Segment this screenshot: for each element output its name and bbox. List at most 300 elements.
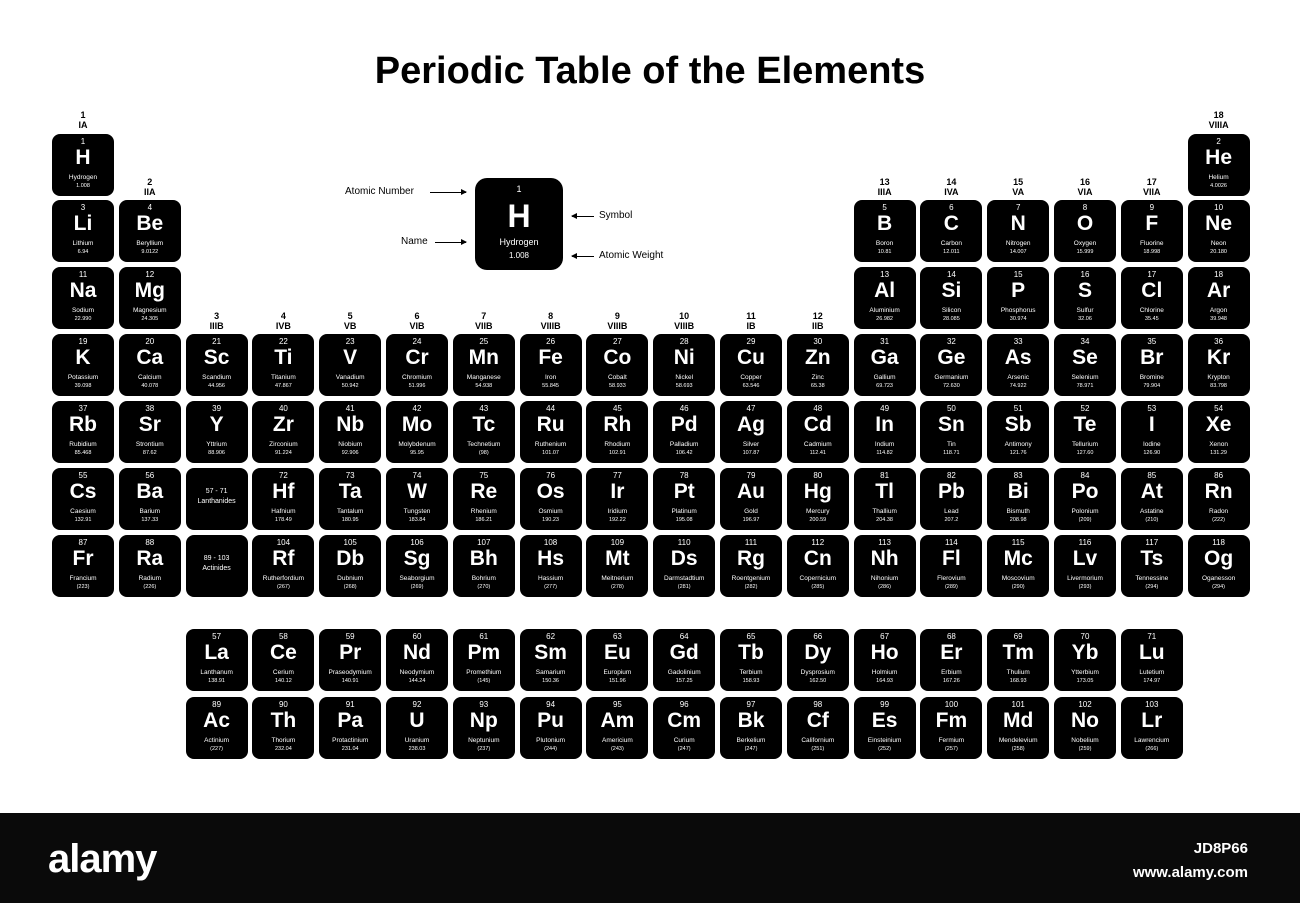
element-name: Antimony — [1004, 441, 1032, 448]
element-tile — [1188, 267, 1250, 329]
element-symbol: Cu — [737, 346, 765, 369]
element-symbol: Zn — [804, 346, 831, 369]
group-number: 14 — [946, 177, 957, 187]
element-tile — [854, 535, 916, 597]
atomic-weight: (244) — [544, 746, 558, 752]
atomic-weight: (258) — [1011, 746, 1025, 752]
element-symbol: Al — [874, 279, 896, 302]
element-name: Thulium — [1006, 669, 1030, 676]
atomic-number: 88 — [145, 538, 155, 547]
atomic-number: 77 — [612, 471, 622, 480]
element-tile — [720, 334, 782, 396]
atomic-weight: 55.845 — [542, 383, 559, 389]
atomic-weight: 238.03 — [408, 746, 426, 752]
atomic-number: 13 — [880, 270, 890, 279]
element-tile — [386, 468, 448, 530]
atomic-number: 53 — [1147, 404, 1157, 413]
group-number: 8 — [548, 311, 554, 321]
atomic-weight: 44.956 — [208, 383, 225, 389]
atomic-number: 17 — [1147, 270, 1157, 279]
footer-logo: alamy — [48, 837, 157, 881]
element-tile — [453, 629, 515, 691]
element-symbol: Ni — [673, 346, 695, 369]
group-roman: VIIIB — [607, 321, 628, 331]
atomic-weight: 39.948 — [1210, 316, 1227, 322]
element-symbol: Y — [209, 413, 224, 436]
element-symbol: Rg — [737, 547, 765, 570]
arrow-right-icon — [430, 192, 466, 193]
element-symbol: Bh — [469, 547, 498, 570]
atomic-weight: 18.998 — [1143, 249, 1161, 255]
atomic-number: 12 — [145, 270, 155, 279]
element-tile — [854, 697, 916, 759]
element-symbol: Au — [737, 480, 765, 503]
atomic-weight: 157.25 — [675, 678, 693, 684]
atomic-weight: 118.71 — [943, 450, 960, 456]
element-tile — [1121, 334, 1183, 396]
element-name: Ruthenium — [534, 441, 567, 448]
atomic-number: 49 — [880, 404, 890, 413]
element-tile — [520, 629, 582, 691]
atomic-number: 68 — [946, 632, 956, 641]
group-roman: VIIB — [475, 321, 493, 331]
element-symbol: Eu — [603, 641, 631, 664]
element-symbol: Te — [1073, 413, 1097, 436]
element-symbol: Nd — [403, 641, 431, 664]
atomic-number: 47 — [746, 404, 756, 413]
element-name: Vanadium — [335, 374, 365, 381]
atomic-number: 95 — [612, 700, 622, 709]
element-tile — [52, 401, 114, 463]
element-symbol: Am — [600, 709, 635, 732]
element-tile — [520, 401, 582, 463]
atomic-weight: 78.971 — [1076, 383, 1094, 389]
element-name: Bohrium — [471, 575, 496, 582]
atomic-weight: 107.87 — [742, 450, 760, 456]
atomic-number: 43 — [479, 404, 489, 413]
element-tile — [653, 401, 715, 463]
atomic-number: 27 — [612, 337, 622, 346]
atomic-number: 58 — [278, 632, 288, 641]
element-tile — [653, 629, 715, 691]
element-symbol: V — [343, 346, 358, 369]
atomic-weight: 54.938 — [475, 383, 493, 389]
group-number: 5 — [347, 311, 353, 321]
group-number: 9 — [614, 311, 620, 321]
element-tile — [186, 401, 248, 463]
atomic-number: 52 — [1080, 404, 1090, 413]
group-roman: VB — [343, 321, 357, 331]
atomic-number: 69 — [1013, 632, 1023, 641]
element-tile — [586, 697, 648, 759]
element-symbol: Pr — [339, 641, 362, 664]
atomic-number: 41 — [345, 404, 355, 413]
arrow-left-icon — [572, 256, 594, 257]
element-tile — [119, 200, 181, 262]
element-tile — [252, 535, 314, 597]
element-tile — [453, 535, 515, 597]
atomic-number: 46 — [679, 404, 689, 413]
element-symbol: Ne — [1205, 212, 1233, 235]
element-name: Hydrogen — [68, 174, 98, 181]
atomic-number: 22 — [278, 337, 288, 346]
element-tile — [920, 697, 982, 759]
atomic-weight: 1.008 — [76, 183, 90, 189]
element-name: Phosphorus — [1000, 307, 1036, 314]
element-name: Fluorine — [1140, 240, 1164, 247]
element-symbol: At — [1140, 480, 1163, 503]
atomic-number: 97 — [746, 700, 756, 709]
element-symbol: Ag — [737, 413, 765, 436]
element-symbol: Hg — [803, 480, 832, 503]
atomic-weight: (247) — [744, 746, 758, 752]
atomic-number: 104 — [276, 538, 291, 547]
series-label: Lanthanides — [197, 498, 236, 505]
element-symbol: Ta — [338, 480, 362, 503]
element-tile — [987, 468, 1049, 530]
element-tile — [1054, 535, 1116, 597]
element-tile — [1121, 535, 1183, 597]
element-name: Tin — [946, 441, 956, 448]
element-name: Flerovium — [937, 575, 966, 582]
atomic-number: 54 — [1214, 404, 1224, 413]
element-name: Helium — [1208, 174, 1229, 181]
element-tile — [1121, 267, 1183, 329]
element-tile — [1188, 134, 1250, 196]
group-number: 2 — [147, 177, 153, 187]
element-symbol: Zr — [272, 413, 294, 436]
element-name: Gallium — [873, 374, 896, 381]
group-number: 3 — [214, 311, 220, 321]
atomic-number: 105 — [343, 538, 357, 547]
group-header — [263, 311, 303, 331]
series-placeholder-tile — [186, 535, 248, 597]
element-symbol: Ar — [1206, 279, 1231, 302]
atomic-number: 40 — [278, 404, 288, 413]
group-header — [397, 311, 437, 331]
element-tile — [52, 134, 114, 196]
atomic-weight: 9.0122 — [141, 249, 159, 255]
element-name: Gold — [744, 508, 758, 515]
element-symbol: No — [1071, 709, 1099, 732]
atomic-number: 99 — [880, 700, 890, 709]
element-tile — [1121, 468, 1183, 530]
group-number: 6 — [414, 311, 420, 321]
atomic-weight: (294) — [1145, 584, 1159, 590]
element-tile — [653, 468, 715, 530]
atomic-number: 30 — [813, 337, 823, 346]
element-symbol: Se — [1072, 346, 1098, 369]
group-header — [664, 311, 704, 331]
atomic-weight: (277) — [544, 584, 558, 590]
atomic-weight: 167.26 — [942, 678, 960, 684]
atomic-number: 26 — [546, 337, 556, 346]
element-name: Gadolinium — [667, 669, 701, 676]
element-name: Rhenium — [470, 508, 497, 515]
element-name: Indium — [874, 441, 895, 448]
group-roman: IIA — [144, 187, 156, 197]
element-symbol: Cl — [1141, 279, 1163, 302]
element-symbol: H — [75, 146, 91, 169]
atomic-weight: (282) — [744, 584, 758, 590]
atomic-weight: (145) — [477, 678, 491, 684]
atomic-weight: (98) — [478, 450, 489, 456]
atomic-number: 91 — [345, 700, 355, 709]
atomic-number: 29 — [746, 337, 756, 346]
element-symbol: In — [875, 413, 894, 436]
element-name: Copernicium — [799, 575, 837, 582]
atomic-weight: (289) — [944, 584, 958, 590]
element-name: Cadmium — [803, 441, 832, 448]
element-symbol: Lu — [1138, 641, 1165, 664]
atomic-weight: 101.07 — [542, 450, 559, 456]
element-symbol: Ac — [203, 709, 231, 732]
atomic-number: 2 — [1216, 137, 1221, 146]
element-tile — [987, 629, 1049, 691]
atomic-weight: 138.91 — [208, 678, 225, 684]
element-symbol: Sc — [203, 346, 230, 369]
atomic-weight: 168.93 — [1009, 678, 1027, 684]
atomic-number: 80 — [813, 471, 823, 480]
atomic-weight: 28.085 — [942, 316, 960, 322]
element-name: Carbon — [940, 240, 963, 247]
element-symbol: Cr — [405, 346, 429, 369]
atomic-number: 86 — [1214, 471, 1224, 480]
legend-label-atomic-number: Atomic Number — [345, 186, 414, 197]
element-name: Iron — [544, 374, 557, 381]
atomic-number: 89 — [212, 700, 222, 709]
element-tile — [319, 697, 381, 759]
atomic-weight: 174.97 — [1143, 678, 1161, 684]
atomic-number: 18 — [1214, 270, 1224, 279]
element-name: Aluminium — [869, 307, 900, 314]
atomic-number: 7 — [1015, 203, 1021, 212]
atomic-weight: 207.2 — [944, 517, 959, 523]
element-tile — [520, 535, 582, 597]
group-roman: IIIB — [209, 321, 224, 331]
atomic-number: 74 — [412, 471, 422, 480]
element-name: Fermium — [938, 737, 965, 744]
atomic-weight: 63.546 — [742, 383, 760, 389]
element-tile — [653, 535, 715, 597]
element-name: Livermorium — [1067, 575, 1103, 582]
element-name: Tungsten — [403, 508, 431, 515]
group-roman: VIB — [409, 321, 425, 331]
group-header — [597, 311, 637, 331]
element-symbol: I — [1148, 413, 1155, 436]
element-tile — [920, 200, 982, 262]
element-tile — [386, 401, 448, 463]
atomic-weight: 26.982 — [876, 316, 893, 322]
group-roman: VA — [1012, 187, 1025, 197]
atomic-weight: 173.05 — [1076, 678, 1094, 684]
group-header — [63, 110, 103, 130]
element-tile — [119, 535, 181, 597]
atomic-weight: 35.45 — [1144, 316, 1159, 322]
atomic-weight: 10.81 — [877, 249, 892, 255]
element-name: Oganesson — [1201, 575, 1236, 582]
element-tile — [52, 267, 114, 329]
element-name: Boron — [875, 240, 894, 247]
atomic-number: 56 — [145, 471, 155, 480]
element-tile — [252, 697, 314, 759]
group-number: 12 — [812, 311, 823, 321]
atomic-number: 87 — [78, 538, 88, 547]
atomic-number: 8 — [1082, 203, 1088, 212]
atomic-number: 63 — [612, 632, 622, 641]
element-symbol: Xe — [1205, 413, 1232, 436]
element-tile — [787, 697, 849, 759]
element-name: Nitrogen — [1005, 240, 1031, 247]
legend-weight: 1.008 — [508, 251, 530, 260]
group-roman: IB — [746, 321, 756, 331]
element-tile — [1054, 697, 1116, 759]
element-name: Meitnerium — [601, 575, 634, 582]
group-header — [1065, 177, 1105, 197]
element-symbol: Hs — [537, 547, 565, 570]
group-header — [330, 311, 370, 331]
atomic-number: 100 — [944, 700, 959, 709]
atomic-number: 23 — [345, 337, 355, 346]
group-header — [464, 311, 504, 331]
footer-url[interactable]: www.alamy.com — [1132, 864, 1248, 881]
element-tile — [787, 334, 849, 396]
atomic-weight: (290) — [1011, 584, 1025, 590]
element-symbol: K — [75, 346, 91, 369]
element-symbol: Es — [871, 709, 898, 732]
element-tile — [186, 697, 248, 759]
element-symbol: Cn — [803, 547, 832, 570]
element-tile — [1054, 334, 1116, 396]
element-name: Titanium — [271, 374, 296, 381]
element-tile — [920, 535, 982, 597]
atomic-weight: 137.33 — [141, 517, 159, 523]
element-tile — [787, 401, 849, 463]
element-tile — [987, 697, 1049, 759]
atomic-weight: 30.974 — [1009, 316, 1027, 322]
group-header — [197, 311, 237, 331]
element-symbol: F — [1145, 212, 1159, 235]
element-symbol: O — [1076, 212, 1094, 235]
element-name: Thorium — [271, 737, 296, 744]
atomic-weight: 190.23 — [542, 517, 559, 523]
element-symbol: Rb — [69, 413, 97, 436]
element-name: Chlorine — [1139, 307, 1164, 314]
element-symbol: Cs — [69, 480, 97, 503]
element-name: Darmstadtium — [663, 575, 705, 582]
element-name: Technetium — [467, 441, 501, 448]
atomic-weight: 91.224 — [274, 450, 292, 456]
atomic-number: 31 — [880, 337, 890, 346]
group-roman: VIIA — [1143, 187, 1161, 197]
atomic-weight: (251) — [811, 746, 825, 752]
element-symbol: U — [409, 709, 425, 732]
element-name: Barium — [139, 508, 161, 515]
atomic-weight: (257) — [944, 746, 958, 752]
atomic-weight: 178.49 — [274, 517, 292, 523]
legend-symbol: H — [507, 198, 531, 234]
atomic-weight: 12.011 — [943, 249, 960, 255]
group-number: 1 — [80, 110, 86, 120]
element-symbol: Tm — [1002, 641, 1034, 664]
element-symbol: Sn — [937, 413, 965, 436]
element-tile — [453, 334, 515, 396]
legend-key-tile — [475, 178, 563, 270]
atomic-number: 42 — [412, 404, 422, 413]
atomic-weight: 58.933 — [608, 383, 626, 389]
element-symbol: Ts — [1140, 547, 1164, 570]
atomic-weight: 196.97 — [742, 517, 760, 523]
element-name: Silicon — [941, 307, 961, 314]
atomic-number: 35 — [1147, 337, 1157, 346]
element-name: Lithium — [72, 240, 94, 247]
element-name: Cerium — [272, 669, 294, 676]
atomic-number: 33 — [1013, 337, 1023, 346]
atomic-number: 50 — [946, 404, 956, 413]
atomic-number: 3 — [80, 203, 86, 212]
group-roman: VIIIA — [1208, 120, 1229, 130]
group-header — [531, 311, 571, 331]
atomic-weight: (281) — [677, 584, 691, 590]
atomic-weight: (222) — [1212, 517, 1226, 523]
element-name: Niobium — [338, 441, 363, 448]
group-roman: VIIIB — [674, 321, 695, 331]
element-name: Radium — [138, 575, 161, 582]
atomic-number: 21 — [212, 337, 222, 346]
element-tile — [520, 697, 582, 759]
atomic-number: 75 — [479, 471, 489, 480]
arrow-left-icon — [572, 216, 594, 217]
element-tile — [119, 334, 181, 396]
atomic-number: 70 — [1080, 632, 1090, 641]
atomic-weight: 200.59 — [809, 517, 827, 523]
atomic-number: 98 — [813, 700, 823, 709]
atomic-number: 81 — [880, 471, 890, 480]
element-name: Yttrium — [206, 441, 227, 448]
element-name: Iodine — [1142, 441, 1161, 448]
atomic-number: 66 — [813, 632, 823, 641]
element-symbol: Ru — [536, 413, 565, 436]
group-number: 4 — [280, 311, 286, 321]
element-tile — [854, 200, 916, 262]
atomic-number: 55 — [78, 471, 88, 480]
element-name: Tennessine — [1135, 575, 1169, 582]
atomic-number: 1 — [80, 137, 86, 146]
group-roman: IIIA — [877, 187, 892, 197]
element-name: Osmium — [538, 508, 563, 515]
element-symbol: Po — [1071, 480, 1099, 503]
element-tile — [1121, 629, 1183, 691]
atomic-number: 67 — [880, 632, 890, 641]
element-tile — [720, 629, 782, 691]
element-tile — [1054, 200, 1116, 262]
element-tile — [987, 535, 1049, 597]
atomic-weight: 232.04 — [274, 746, 292, 752]
atomic-number: 101 — [1011, 700, 1025, 709]
series-label: Actinides — [202, 565, 231, 572]
element-name: Molybdenum — [398, 441, 436, 448]
legend-label-name: Name — [401, 236, 428, 247]
atomic-number: 76 — [546, 471, 556, 480]
atomic-number: 65 — [746, 632, 756, 641]
group-number: 17 — [1146, 177, 1157, 187]
element-name: Calcium — [138, 374, 162, 381]
element-tile — [1188, 334, 1250, 396]
atomic-weight: 15.999 — [1076, 249, 1094, 255]
element-symbol: Pa — [337, 709, 364, 732]
element-symbol: Os — [536, 480, 565, 503]
element-symbol: Pb — [937, 480, 965, 503]
